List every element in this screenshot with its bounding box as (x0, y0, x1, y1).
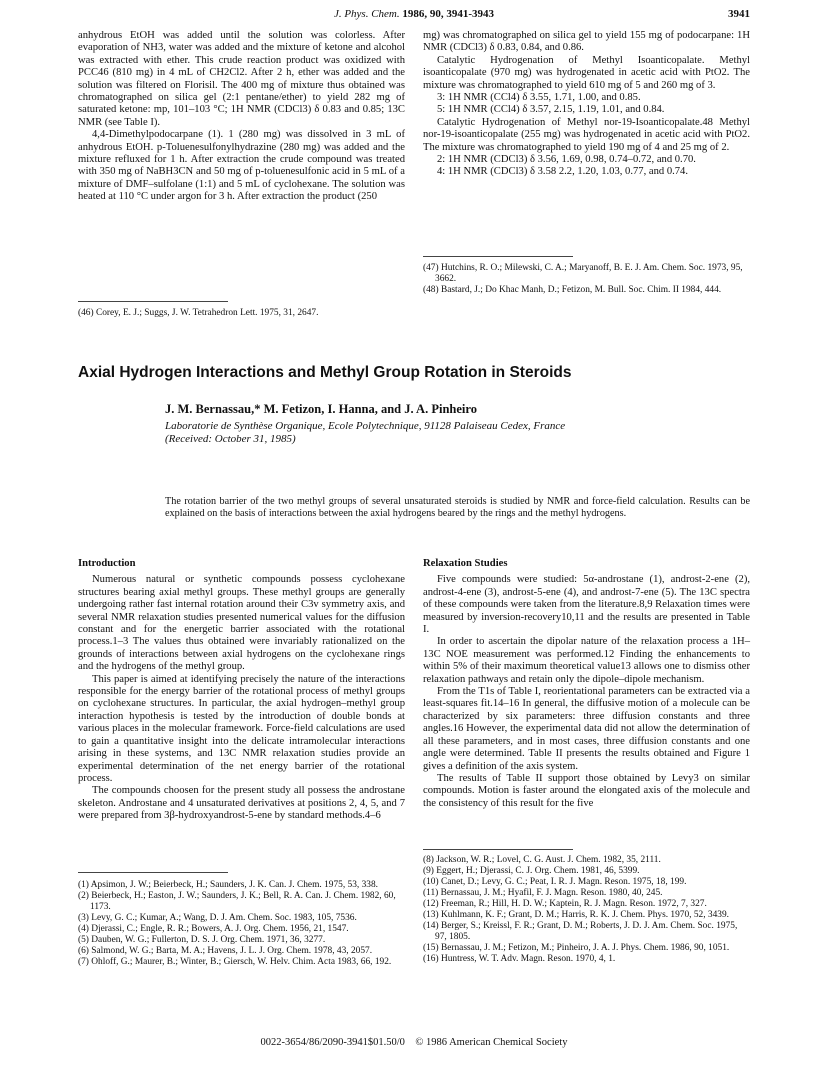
running-header (78, 8, 750, 24)
page-number: 3941 (728, 8, 750, 20)
article-authors: J. M. Bernassau,* M. Fetizon, I. Hanna, and J. A. Pinheiro (165, 402, 477, 416)
article-left-column (78, 558, 405, 823)
article-left-references (78, 880, 405, 968)
article-right-column (423, 558, 750, 810)
paragraph: 5: 1H NMR (CCl4) δ 3.57, 2.15, 1.19, 1.01, and 0.84. (437, 104, 665, 116)
reference-item: (12) Freeman, R.; Hill, H. D. W.; Kaptein, R. J. Magn. Reson. 1972, 7, 327. (423, 899, 707, 909)
reference-item: (5) Dauben, W. G.; Fullerton, D. S. J. Org. Chem. 1971, 36, 3277. (78, 935, 326, 945)
footnote-rule (423, 256, 573, 257)
footnote-rule (78, 872, 228, 873)
copyright-notice: © 1986 American Chemical Society (415, 1037, 568, 1048)
journal-name: J. Phys. Chem. (333, 8, 400, 20)
reference-item: (16) Huntress, W. T. Adv. Magn. Reson. 1970, 4, 1. (423, 954, 616, 964)
reference-item: (48) Bastard, J.; Do Khac Manh, D.; Fetizon, M. Bull. Soc. Chim. II 1984, 444. (423, 285, 722, 295)
reference-item: (8) Jackson, W. R.; Lovel, C. G. Aust. J. Chem. 1982, 35, 2111. (423, 855, 661, 865)
reference-item: (4) Djerassi, C.; Engle, R. R.; Bowers, A. J. Org. Chem. 1956, 21, 1547. (78, 924, 349, 934)
affiliation-address: Laboratorie de Synthèse Organique, Ecole Polytechnique, 91128 Palaiseau Cedex, France (165, 420, 566, 432)
paragraph: mg) was chromatographed on silica gel to yield 155 mg of podocarpane: 1H NMR (CDCl3) δ 0.83, 0.84, and 0.86. (423, 30, 750, 54)
paragraph: The compounds choosen for the present study all possess the androstane skeleton. Androstane and 4 unsaturated derivatives at positions 2, 4, 5, and 7 were prepared from 3β-hydroxyandrost-5-ene by standard methods.4–6 (78, 785, 405, 822)
reference-item: (14) Berger, S.; Kreissl, F. R.; Grant, D. M.; Roberts, J. D. J. Am. Chem. Soc. 1975, 97, 1805. (423, 921, 738, 942)
previous-article-right-references (423, 263, 750, 296)
paragraph: Catalytic Hydrogenation of Methyl Isoanticopalate. Methyl isoanticopalate (970 mg) was hydrogenated in acetic acid with PtO2. The mixture was chromatographed to yield 610 mg of 5 and 260 mg of 3. (423, 54, 750, 91)
reference-item: (10) Canet, D.; Levy, G. C.; Peat, I. R. J. Magn. Reson. 1975, 18, 199. (423, 877, 687, 887)
paragraph: The results of Table II support those obtained by Levy3 on similar compounds. Motion is faster around the elongated axis of the molecule and the consistency of this result for the five (423, 772, 750, 809)
reference-item: (9) Eggert, H.; Djerassi, C. J. Org. Chem. 1981, 46, 5399. (423, 866, 640, 876)
footnote-rule (423, 849, 573, 850)
paragraph: Numerous natural or synthetic compounds possess cyclohexane structures bearing axial methyl groups. These methyl groups are generally undergoing rather fast internal rotation around their C3v symmetry axis, and several NMR relaxation studies presented numerical values for the diffusion constant and for the energetic barrier associated with the rotational process.1–3 The values thus obtained were invariably rationalized on the grounds of interactions between axial hydrogens on the cyclohexane rings and the hydrogens of the methyl group. (78, 574, 405, 673)
paragraph: 3: 1H NMR (CCl4) δ 3.55, 1.71, 1.00, and 0.85. (437, 92, 641, 104)
previous-article-right-column (423, 30, 750, 179)
previous-article-left-column (78, 30, 405, 204)
received-date: (Received: October 31, 1985) (165, 433, 296, 445)
paragraph: Five compounds were studied: 5α-androstane (1), androst-2-ene (2), androst-4-ene (3), androst-5-ene (4), and androst-7-ene (5). The 13C spectra of these compounds were taken from the literature.8,9 Relaxation times were measured by inversion-recovery10,11 and the results are presented in Table I. (423, 574, 750, 636)
article-affiliation (165, 420, 565, 446)
previous-article-left-references (78, 308, 405, 319)
reference-item: (7) Ohloff, G.; Maurer, B.; Winter, B.; Giersch, W. Helv. Chim. Acta 1983, 66, 192. (78, 957, 392, 967)
paragraph: In order to ascertain the dipolar nature of the relaxation process a 1H–13C NOE measurement was performed.12 Finding the enhancements to within 5% of their maximum theoretical value13 allows one to dismiss other relaxation pathways and retain only the dipole–dipole mechanism. (423, 636, 750, 685)
issn-code: 0022-3654/86/2090-3941$01.50/0 (260, 1037, 405, 1048)
article-abstract: The rotation barrier of the two methyl groups of several unsaturated steroids is studied by NMR and force-field calculation. Results can be explained on the basis of interactions between the axial hydrogens beared by the rings and the methyl hydrogens. (165, 496, 750, 520)
page-footer (78, 1037, 750, 1048)
year-volume-pages: 1986, 90, 3941-3943 (402, 8, 495, 20)
reference-item: (3) Levy, G. C.; Kumar, A.; Wang, D. J. Am. Chem. Soc. 1983, 105, 7536. (78, 913, 357, 923)
footnote-rule (78, 301, 228, 302)
reference-item: (11) Bernassau, J. M.; Hyafil, F. J. Magn. Reson. 1980, 40, 245. (423, 888, 663, 898)
paragraph: 2: 1H NMR (CDCl3) δ 3.56, 1.69, 0.98, 0.74–0.72, and 0.70. (437, 154, 696, 166)
article-right-references (423, 855, 750, 965)
section-heading-introduction: Introduction (78, 558, 136, 569)
reference-item: (15) Bernassau, J. M.; Fetizon, M.; Pinheiro, J. A. J. Phys. Chem. 1986, 90, 1051. (423, 943, 730, 953)
reference-item: (46) Corey, E. J.; Suggs, J. W. Tetrahedron Lett. 1975, 31, 2647. (78, 308, 319, 318)
reference-item: (13) Kuhlmann, K. F.; Grant, D. M.; Harris, R. K. J. Chem. Phys. 1970, 52, 3439. (423, 910, 730, 920)
article-title: Axial Hydrogen Interactions and Methyl Group Rotation in Steroids (78, 364, 572, 381)
reference-item: (47) Hutchins, R. O.; Milewski, C. A.; Maryanoff, B. E. J. Am. Chem. Soc. 1973, 95, 3662. (423, 263, 743, 284)
reference-item: (1) Apsimon, J. W.; Beierbeck, H.; Saunders, J. K. Can. J. Chem. 1975, 53, 338. (78, 880, 378, 890)
reference-item: (6) Salmond, W. G.; Barta, M. A.; Havens, J. L. J. Org. Chem. 1978, 43, 2057. (78, 946, 373, 956)
paragraph: 4,4-Dimethylpodocarpane (1). 1 (280 mg) was dissolved in 3 mL of anhydrous EtOH. p-Toluenesulfonylhydrazine (280 mg) was added and the mixture refluxed for 1 h. After extraction the crude compound was treated with 350 mg of NaBH3CN and 50 mg of p-toluenesulfonic acid in 5 mL of a mixture of DMF–sulfolane (1:1) and 5 mL of cyclohexane. The solution was heated at 110 °C under argon for 3 h. After extraction the product (250 (78, 129, 405, 203)
paragraph: anhydrous EtOH was added until the solution was colorless. After evaporation of NH3, water was added and the mixture of ketone and alcohol was extracted with ether. This crude reaction product was oxidized with PCC46 (810 mg) in 4 mL of CH2Cl2. After 2 h, ether was added and the solution was filtered on Florisil. The 400 mg of mixture thus obtained was chromatographed on silica gel (2:1 pentane/ether) to yield 282 mg of saturated ketone: mp, 101–103 °C; 1H NMR (CDCl3) δ 0.83 and 0.85; 13C NMR (see Table I). (78, 30, 405, 128)
paragraph: This paper is aimed at identifying precisely the nature of the interactions responsible for the energy barrier of the rotational process of methyl groups on cyclohexane structures. In particular, the axial hydrogen–methyl group interaction hypothesis is tested by the introduction of double bonds at various places in the molecular framework. Force-field calculations are used to gain a quantitative insight into the delicate intramolecular interactions arising in these systems, and 13C NMR relaxation studies provide an experimental determination of the net energy barrier of the rotational process. (78, 673, 405, 784)
journal-citation (78, 8, 750, 20)
paragraph: Catalytic Hydrogenation of Methyl nor-19-Isoanticopalate.48 Methyl nor-19-isoanticopalate (255 mg) was hydrogenated in acetic acid with PtO2. The mixture was chromatographed to yield 190 mg of 4 and 25 mg of 2. (423, 116, 750, 153)
paragraph: 4: 1H NMR (CDCl3) δ 3.58 2.2, 1.20, 1.03, 0.77, and 0.74. (437, 166, 689, 178)
reference-item: (2) Beierbeck, H.; Easton, J. W.; Saunders, J. K.; Bell, R. A. Can. J. Chem. 1982, 60, 1173. (78, 891, 396, 912)
section-heading-relaxation-studies: Relaxation Studies (423, 558, 508, 569)
paragraph: From the T1s of Table I, reorientational parameters can be extracted via a least-squares fit.14–16 In general, the diffusive motion of a molecule can be characterized by six parameters: three diffusion constants and three angles.16 However, the experimental data did not allow the determination of all these parameters, and in most cases, three diffusion constants and one angle were determined. Table II presents the results obtained and Figure 1 gives a definition of the axis system. (423, 686, 750, 772)
